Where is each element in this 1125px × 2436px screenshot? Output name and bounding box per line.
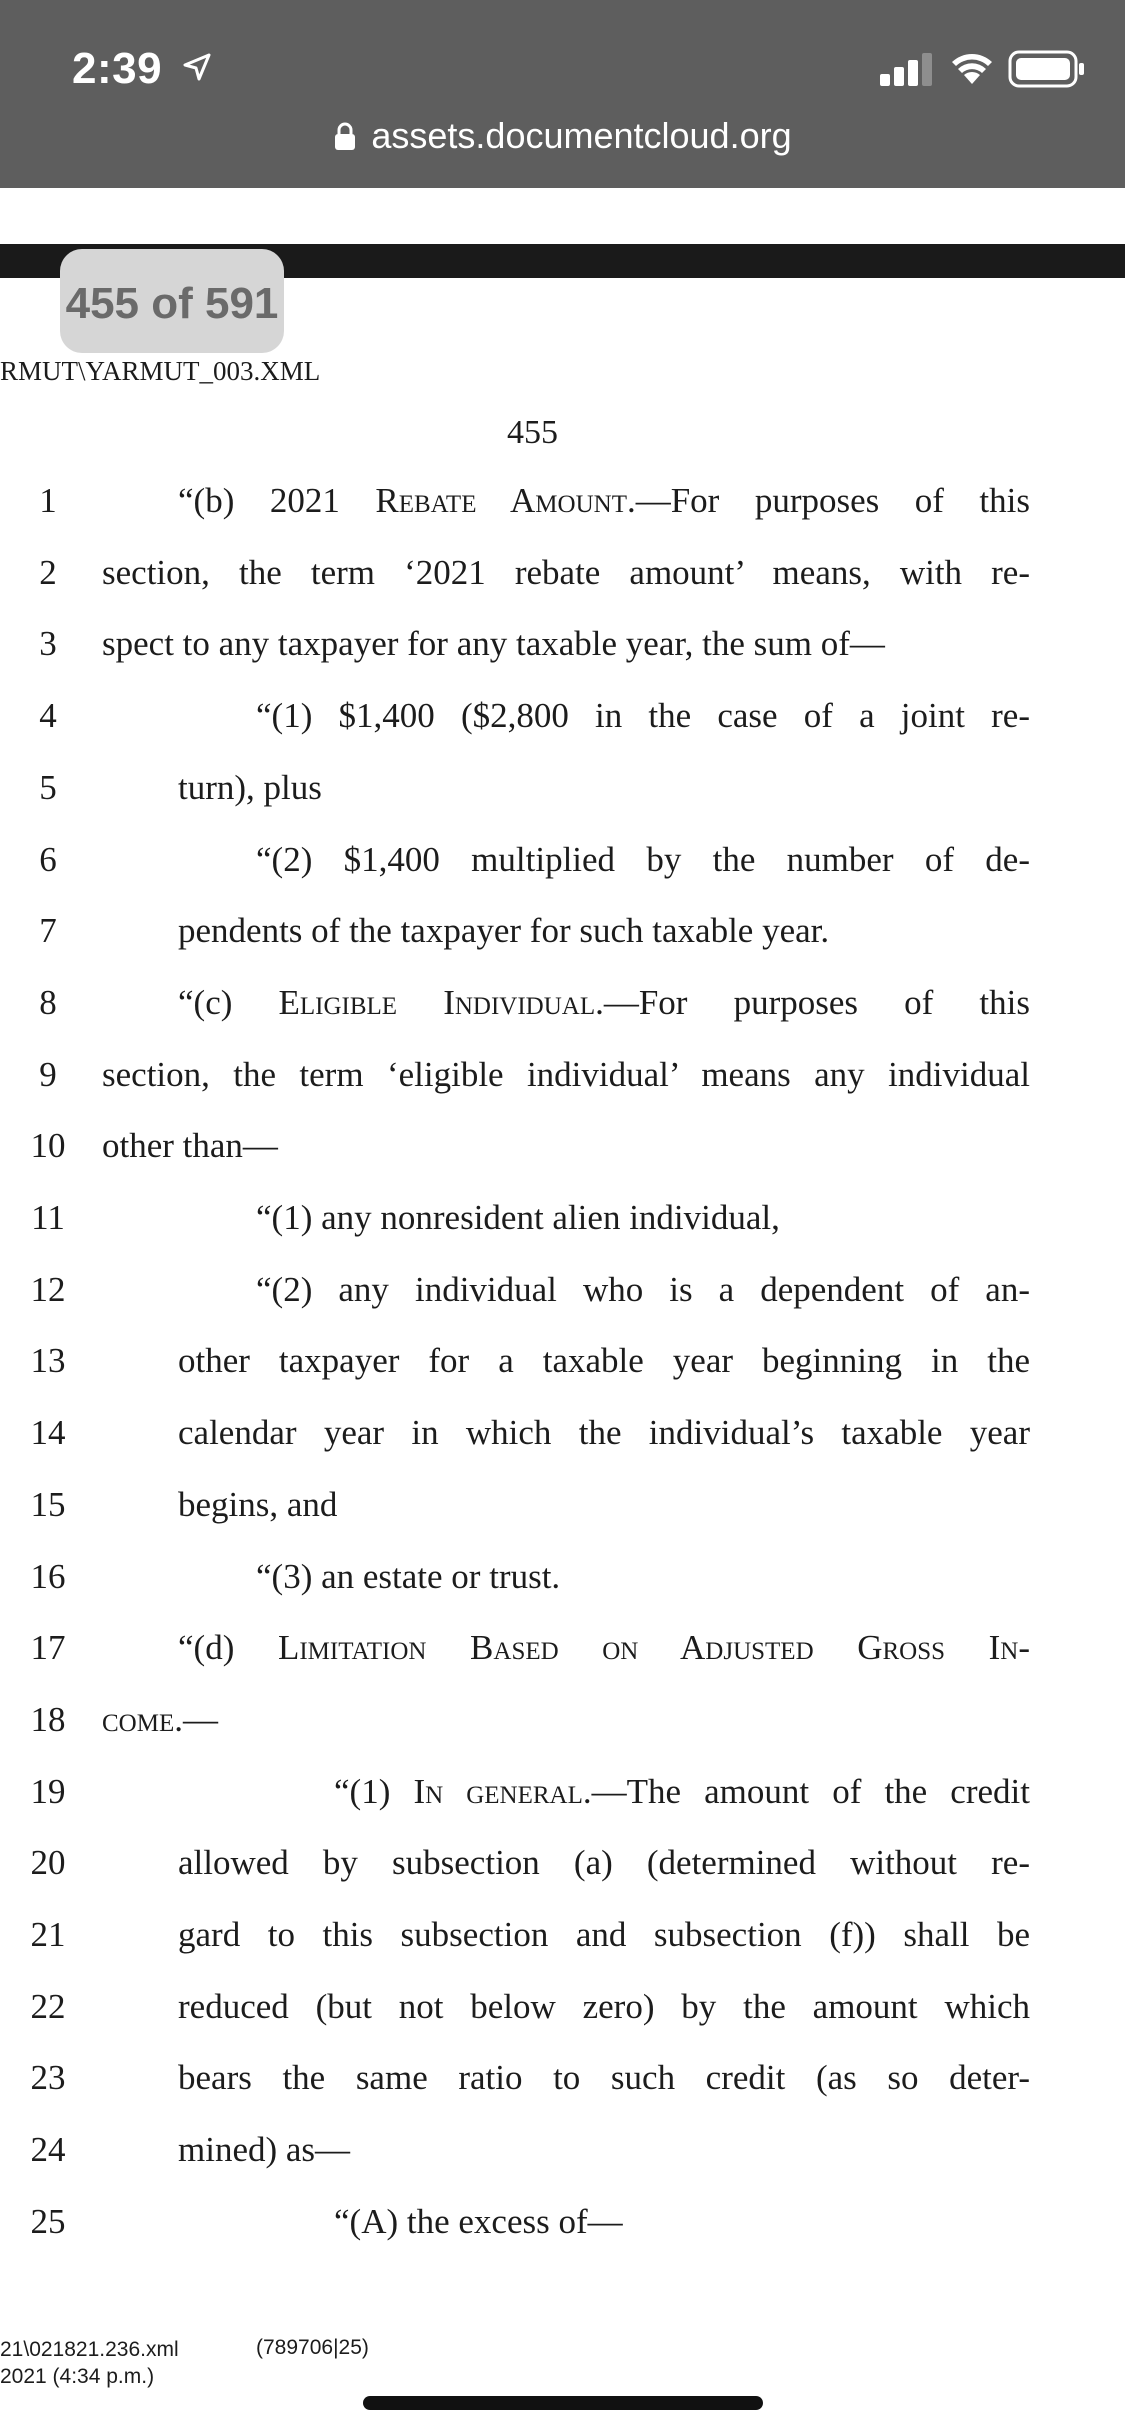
document-line [0,1838,1125,1898]
line-text [334,1767,1030,1817]
text-run: section, the term ‘2021 rebate amount’ means, with re- [102,552,1030,592]
lock-icon [333,121,357,151]
document-line [0,1982,1125,2042]
line-number: 5 [39,767,57,807]
home-indicator[interactable] [363,2396,763,2410]
line-text [178,906,829,956]
text-run: begins, and [178,1484,338,1524]
line-text [178,1910,1030,1960]
text-run: other than— [102,1126,278,1166]
text-run: “(d) [178,1628,278,1668]
text-run: pendents of the taxpayer for such taxable year. [178,911,830,951]
line-text [178,763,322,813]
location-arrow-icon [182,52,212,82]
document-line [0,2125,1125,2185]
footer-file-info [0,2336,179,2390]
text-run: .—The amount of the credit [582,1771,1030,1811]
line-text [256,1552,560,1602]
line-text [256,835,1030,885]
small-caps-heading: Rebate Amount [375,481,627,520]
document-line [0,1265,1125,1325]
line-number: 12 [30,1269,66,1309]
text-run: reduced (but not below zero) by the amount which [178,1986,1030,2026]
text-run: .— [174,1699,218,1739]
line-text [178,978,1030,1028]
document-line [0,978,1125,1038]
document-line [0,906,1125,966]
line-number: 23 [30,2058,66,2098]
line-text [102,619,885,669]
text-run: other taxpayer for a taxable year beginning in the [178,1341,1030,1381]
document-line [0,476,1125,536]
document-line [0,1193,1125,1253]
small-caps-heading: come [102,1699,175,1739]
small-caps-heading: Eligible Individual [278,982,596,1022]
address-bar[interactable] [0,115,1125,157]
line-text [178,1336,1030,1386]
line-number: 8 [39,982,57,1022]
document-line [0,548,1125,608]
text-run: “(1) [334,1771,414,1811]
small-caps-heading: Limitation Based on Adjusted Gross In [277,1628,1019,1668]
document-line [0,2053,1125,2113]
text-run: “(A) the excess of— [334,2201,623,2241]
line-text [102,1050,1030,1100]
text-run: “(3) an estate or trust. [256,1556,561,1596]
text-run: section, the term ‘eligible individual’ means any individual [102,1054,1030,1094]
line-number: 19 [30,1771,66,1811]
url-text: assets.documentcloud.org [371,115,792,156]
footer-file: 21\021821.236.xml [0,2338,179,2361]
line-text [178,1982,1030,2032]
text-run: .—For purposes of this [626,481,1030,520]
line-number: 15 [30,1484,66,1524]
cellular-signal-icon [880,52,934,86]
document-line [0,2197,1125,2257]
line-text [178,1480,337,1530]
line-number: 25 [30,2201,66,2241]
small-caps-heading: In general [413,1771,583,1811]
document-line [0,1408,1125,1468]
line-number: 3 [39,624,57,664]
line-text [178,2053,1030,2103]
line-text [178,1408,1030,1458]
line-text [102,1695,218,1745]
line-number: 24 [30,2130,66,2170]
text-run: “(b) 2021 [178,481,376,520]
document-line [0,1050,1125,1110]
line-number: 10 [30,1126,66,1166]
document-line [0,1767,1125,1827]
battery-icon [1008,50,1086,88]
footer-code: (789706|25) [256,2336,369,2359]
text-run: “(c) [178,982,279,1022]
line-number: 22 [30,1986,66,2026]
status-time: 2:39 [72,44,163,93]
document-line [0,835,1125,895]
line-text [102,1121,278,1171]
line-text [178,2125,350,2175]
line-number: 6 [39,839,57,879]
document-line [0,1552,1125,1612]
page-number: 455 [507,414,558,451]
line-text [178,1838,1030,1888]
line-number: 16 [30,1556,66,1596]
text-run: allowed by subsection (a) (determined without re- [178,1843,1030,1883]
text-run: .—For purposes of this [595,982,1030,1022]
footer-date: 2021 (4:34 p.m.) [0,2365,155,2388]
line-text [256,1265,1030,1315]
text-run: - [1018,1628,1030,1668]
browser-top-bar [0,0,1125,188]
line-number: 4 [39,696,57,736]
line-number: 13 [30,1341,66,1381]
text-run: “(1) $1,400 ($2,800 in the case of a joint re- [256,696,1030,736]
text-run: spect to any taxpayer for any taxable year, the sum of— [102,624,885,664]
line-text [102,548,1030,598]
line-number: 2 [39,552,57,592]
wifi-icon [950,50,994,86]
document-line [0,1910,1125,1970]
line-number: 11 [31,1198,65,1237]
line-text [334,2197,623,2247]
page-indicator: 455 of 591 [60,249,284,353]
text-run: bears the same ratio to such credit (as so deter- [178,2058,1030,2098]
document-line [0,1480,1125,1540]
document-line [0,1623,1125,1683]
document-line [0,1336,1125,1396]
line-number: 7 [39,911,57,951]
line-number: 14 [30,1413,66,1453]
line-number: 1 [39,481,57,520]
document-line [0,1121,1125,1181]
text-run: mined) as— [178,2130,351,2170]
document-line [0,691,1125,751]
text-run: turn), plus [178,767,322,807]
line-number: 17 [30,1628,66,1668]
line-text [178,476,1030,526]
line-text [256,691,1030,741]
text-run: “(2) $1,400 multiplied by the number of de- [256,839,1030,879]
line-text [256,1193,780,1243]
text-run: calendar year in which the individual’s taxable year [178,1413,1030,1453]
line-number: 18 [30,1699,66,1739]
text-run: “(1) any nonresident alien individual, [256,1198,780,1237]
document-line [0,763,1125,823]
document-header-path: RMUT\YARMUT_003.XML [0,356,321,386]
document-line [0,619,1125,679]
text-run: “(2) any individual who is a dependent of an- [256,1269,1030,1309]
line-number: 9 [39,1054,57,1094]
line-text [178,1623,1030,1673]
line-number: 20 [30,1843,66,1883]
line-number: 21 [30,1915,66,1954]
document-line [0,1695,1125,1755]
text-run: gard to this subsection and subsection (f)) shall be [178,1915,1030,1954]
